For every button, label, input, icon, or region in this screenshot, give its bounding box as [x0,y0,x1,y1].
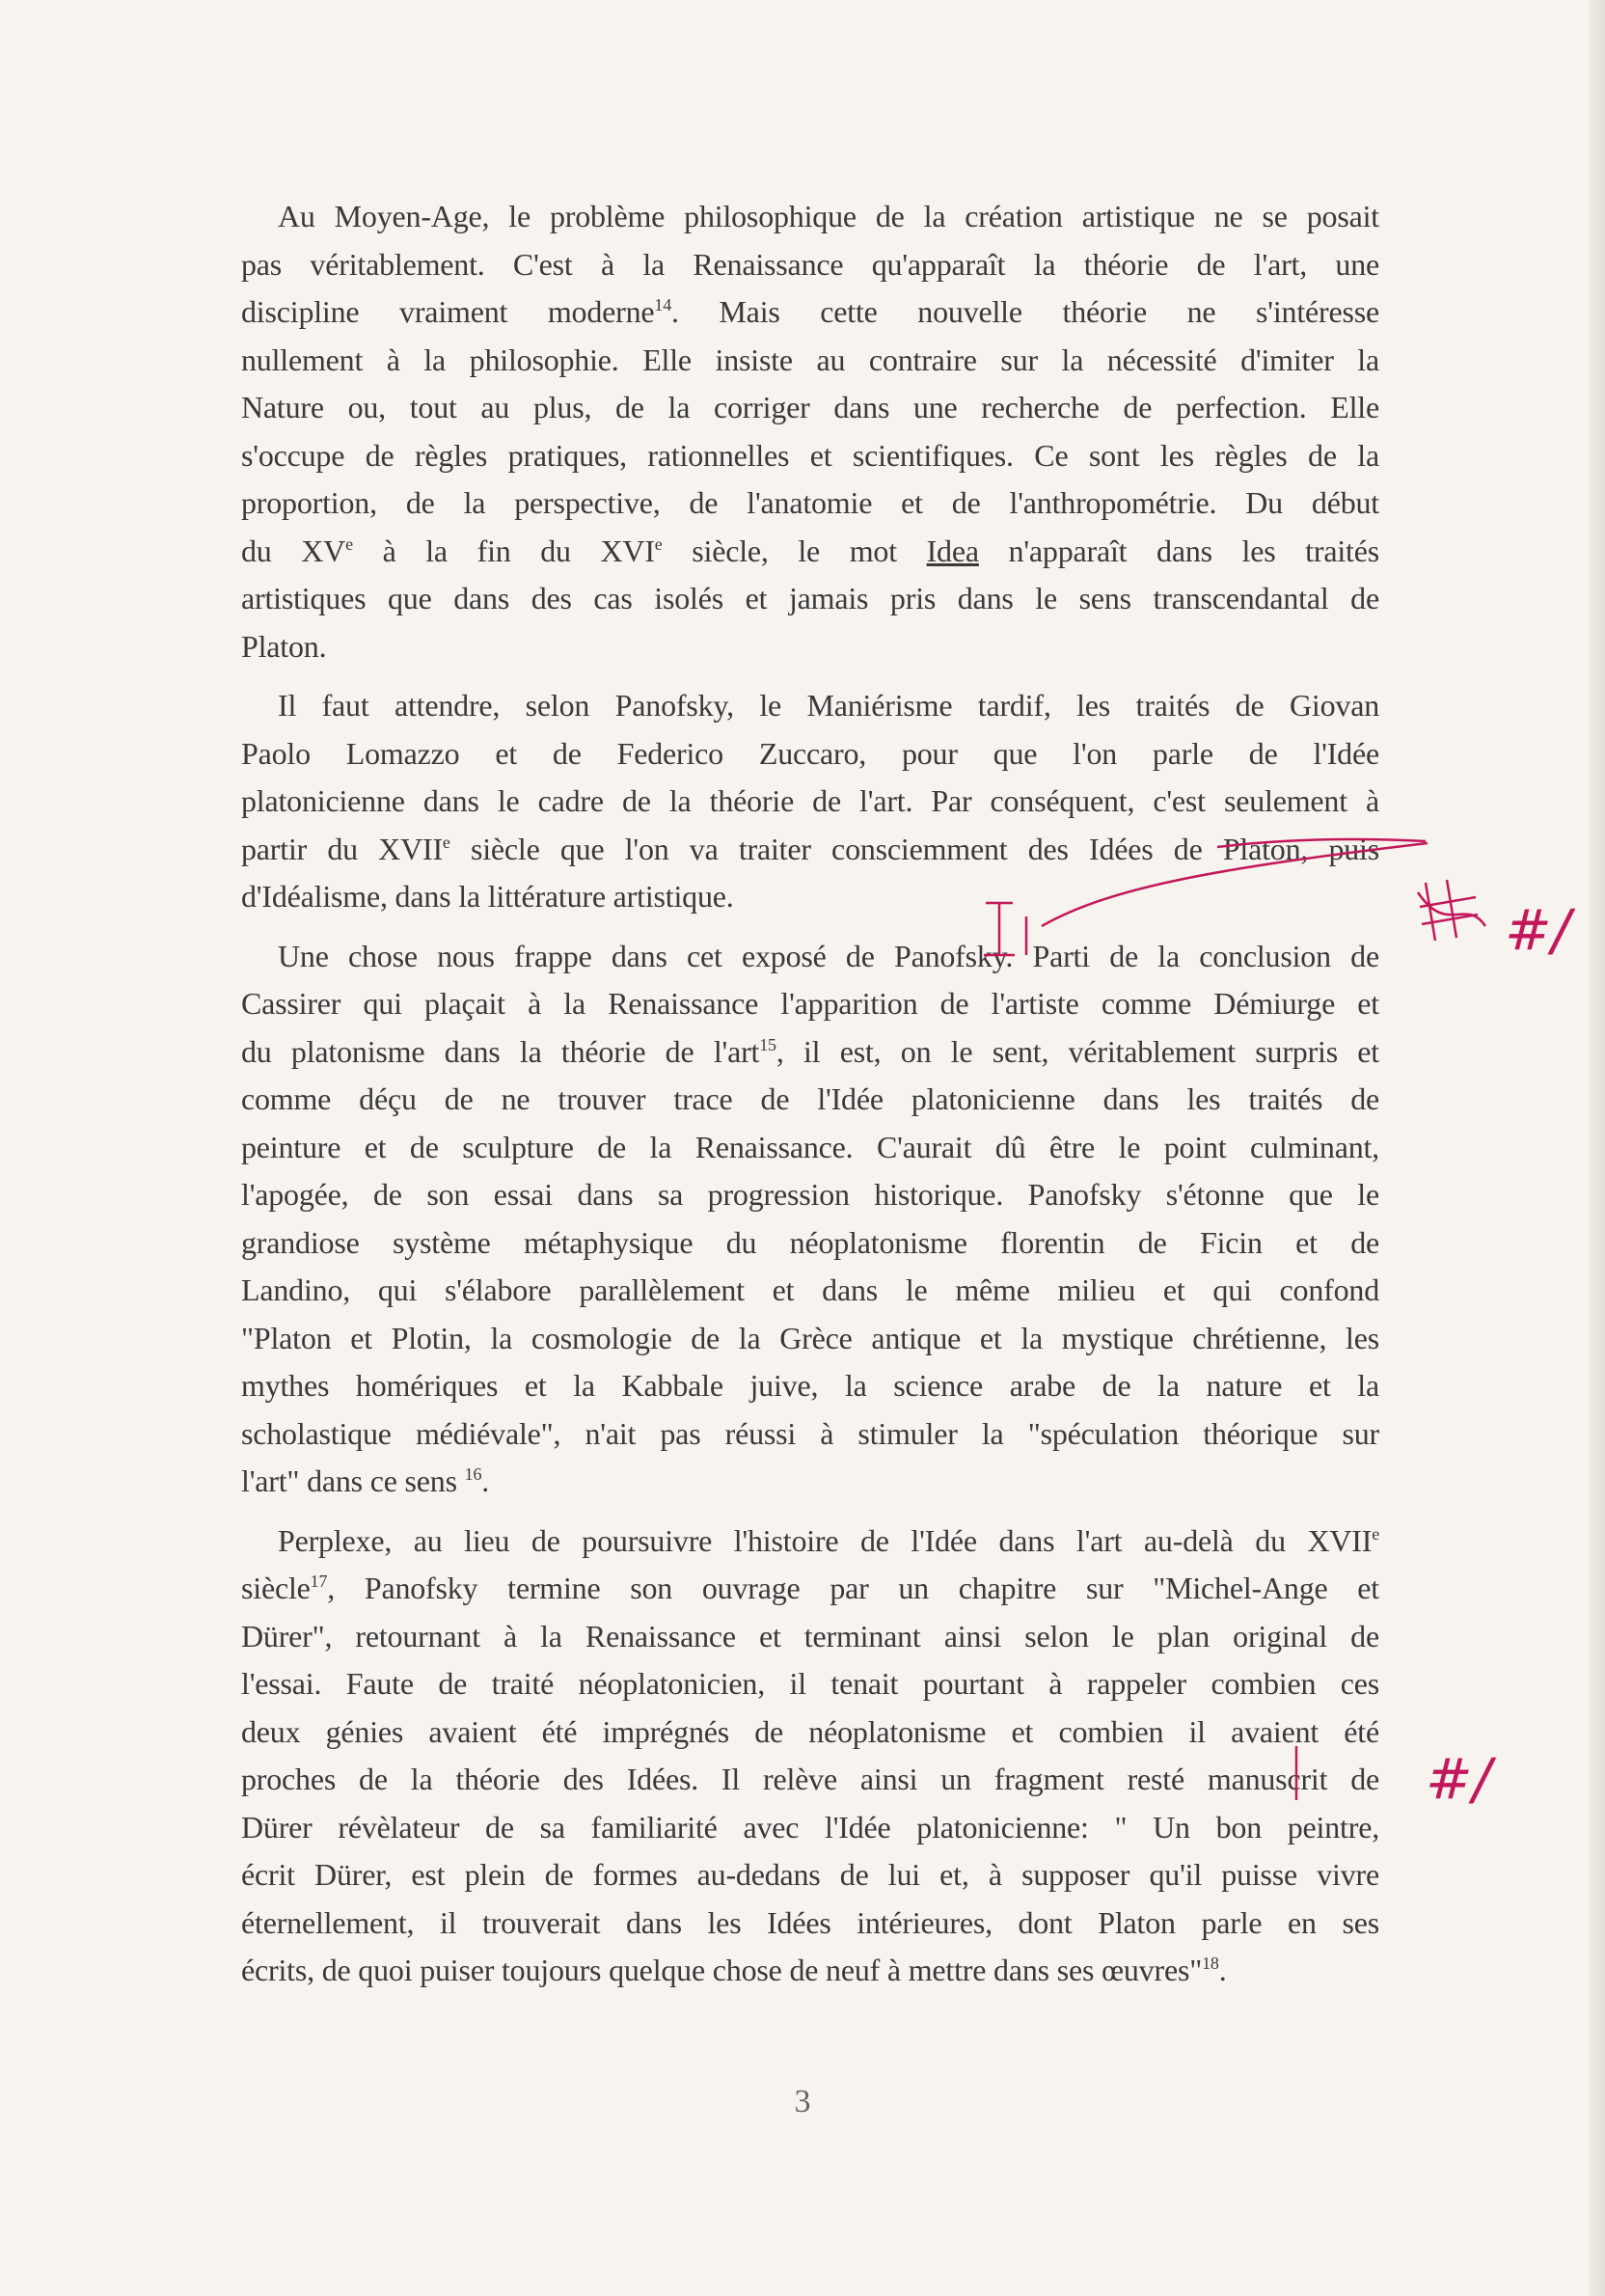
p1-line-7: proportion, de la perspective, de l'anatomie et de l'anthropométrie. Du début [241,485,1379,520]
p1-line-2: pas véritablement. C'est à la Renaissance qu'apparaît la théorie de l'art, une [241,246,1379,282]
page-edge-shadow [1590,0,1605,2296]
p4-line-1: Perplexe, au lieu de poursuivre l'histoire de l'Idée dans l'art au-delà du XVIIe [278,1522,1379,1558]
p3-line-1: Une chose nous frappe dans cet exposé de Panofsky. Parti de la conclusion de [278,938,1379,973]
body-text [241,193,1379,2007]
margin-mark-top: #/ [1505,897,1571,963]
p2-line-2: Paolo Lomazzo et de Federico Zuccaro, pour que l'on parle de l'Idée [241,735,1379,771]
p4-line-5: deux génies avaient été imprégnés de néoplatonisme et combien il avaient été [241,1713,1379,1749]
paragraph-3 [241,933,1379,1506]
p3-line-8: Landino, qui s'élabore parallèlement et dans le même milieu et qui confond [241,1272,1379,1307]
underlined-term-idea: Idea [926,533,979,568]
p2-line-5: d'Idéalisme, dans la littérature artistique. [241,879,734,914]
p4-line-3: Dürer", retournant à la Renaissance et terminant ainsi selon le plan original de [241,1618,1379,1654]
p1-line-5: Nature ou, tout au plus, de la corriger dans une recherche de perfection. Elle [241,390,1379,424]
p3-line-2: Cassirer qui plaçait à la Renaissance l'apparition de l'artiste comme Démiurge et [241,986,1379,1021]
footnote-ref-16: 16 [464,1464,482,1484]
p3-line-10: mythes homériques et la Kabbale juive, la science arabe de la nature et la [241,1368,1379,1403]
paragraph-2 [241,682,1379,921]
footnote-ref-17: 17 [310,1572,328,1591]
p4-line-10: écrits, de quoi puiser toujours quelque chose de neuf à mettre dans ses œuvres"$^{18}$. [241,1953,1227,1987]
p4-line-9: éternellement, il trouverait dans les Idées intérieures, dont Platon parle en ses [241,1904,1379,1940]
p1-line-8: du XVe à la fin du XVIe siècle, le mot Idea n'apparaît dans les traités [241,533,1379,568]
p2-line-1: Il faut attendre, selon Panofsky, le Maniérisme tardif, les traités de Giovan [278,688,1379,723]
p1-line-9: artistiques que dans des cas isolés et jamais pris dans le sens transcendantal de [241,581,1379,615]
p4-line-8: écrit Dürer, est plein de formes au-dedans de lui et, à supposer qu'il puisse vivre [241,1857,1379,1892]
p3-line-6: l'apogée, de son essai dans sa progression historique. Panofsky s'étonne que le [241,1177,1379,1212]
p4-line-2: siècle$^{17}$, Panofsky termine son ouvrage par un chapitre sur "Michel-Ange et [241,1571,1379,1605]
p3-line-3: du platonisme dans la théorie de l'art$^{15}$, il est, on le sent, véritablement surpris et [241,1033,1379,1069]
p2-line-3: platonicienne dans le cadre de la théorie de l'art. Par conséquent, c'est seulement à [241,783,1379,818]
crossed-out-scribble [1418,880,1485,941]
margin-mark-bottom: #/ [1426,1746,1492,1812]
footnote-ref-18: 18 [1202,1954,1219,1973]
p3-line-9: "Platon et Plotin, la cosmologie de la Grèce antique et la mystique chrétienne, les [241,1320,1379,1355]
p3-line-5: peinture et de sculpture de la Renaissance. C'aurait dû être le point culminant, [241,1129,1379,1164]
footnote-ref-14: 14 [654,295,671,314]
paragraph-4 [241,1517,1379,1995]
p1-line-1: Au Moyen-Age, le problème philosophique de la création artistique ne se posait [278,199,1379,233]
p4-line-4: l'essai. Faute de traité néoplatonicien, il tenait pourtant à rappeler combien ces [241,1666,1379,1701]
p3-line-11: scholastique médiévale", n'ait pas réussi à stimuler la "spéculation théorique sur [241,1415,1379,1451]
p4-line-7: Dürer révèlateur de sa familiarité avec l'Idée platonicienne: " Un bon peintre, [241,1809,1379,1845]
p3-line-4: comme déçu de ne trouver trace de l'Idée platonicienne dans les traités de [241,1081,1379,1116]
p2-line-4: partir du XVIIe siècle que l'on va traiter consciemment des Idées de Platon, puis [241,831,1379,866]
p1-line-4: nullement à la philosophie. Elle insiste au contraire sur la nécessité d'imiter la [241,342,1379,377]
page-number: 3 [794,2084,811,2119]
p3-line-12: l'art" dans ce sens $^{16}$. [241,1463,490,1498]
p3-line-7: grandiose système métaphysique du néoplatonisme florentin de Ficin et de [241,1224,1379,1260]
p4-line-6: proches de la théorie des Idées. Il relève ainsi un fragment resté manuscrit de [241,1762,1379,1796]
p1-line-3: discipline vraiment moderne$^{14}$. Mais cette nouvelle théorie ne s'intéresse [241,294,1380,329]
p1-line-6: s'occupe de règles pratiques, rationnelles et scientifiques. Ce sont les règles de la [241,437,1379,473]
footnote-ref-15: 15 [759,1034,776,1054]
paragraph-1 [241,193,1379,670]
p1-line-10: Platon. [241,628,327,664]
